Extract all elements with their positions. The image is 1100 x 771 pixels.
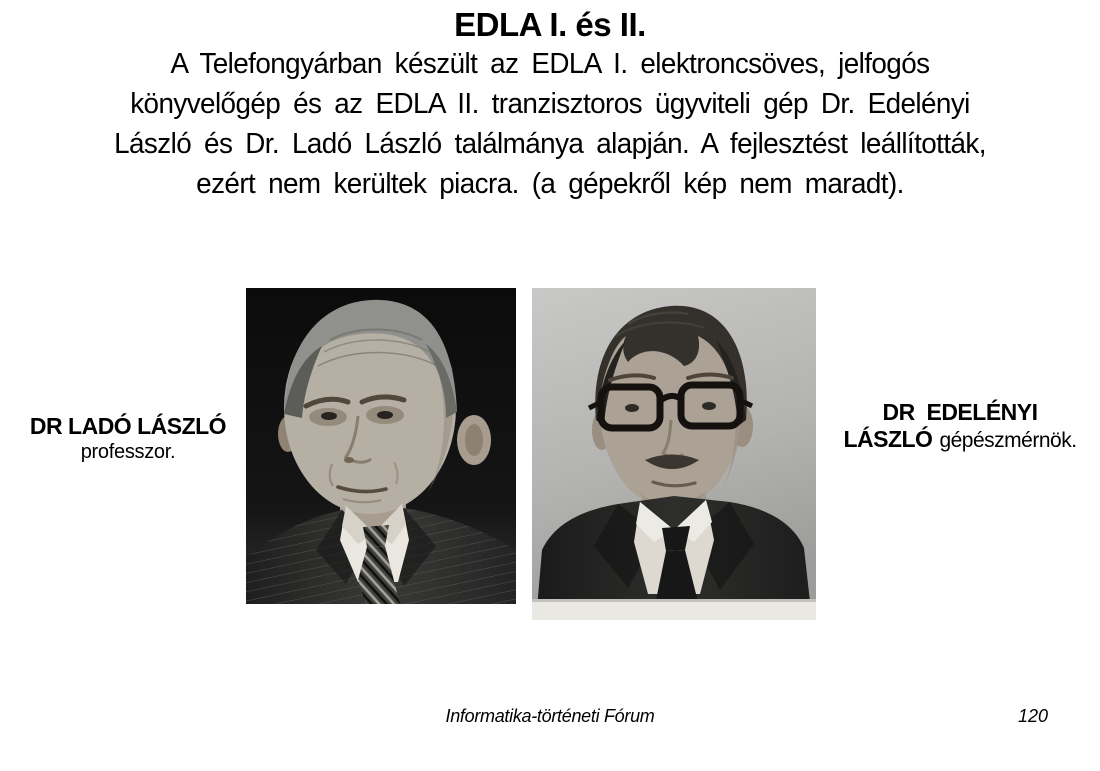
- caption-edelenyi-name-line1: DR EDELÉNYI: [882, 399, 1038, 425]
- portrait-photo-lado-laszlo: [246, 288, 516, 604]
- footer-page-number: 120: [1018, 706, 1049, 726]
- caption-edelenyi-role: gépészmérnök.: [939, 429, 1077, 452]
- caption-lado-role: professzor.: [80, 441, 176, 463]
- portrait-edelenyi-graphic: [532, 288, 816, 620]
- caption-lado-name: DR LADÓ LÁSZLÓ: [29, 413, 227, 439]
- caption-edelenyi-surname: LÁSZLÓ: [843, 426, 933, 452]
- body-line-3: László és Dr. Ladó László találmánya alapján. A fejlesztést leállították,: [114, 128, 986, 160]
- portrait-photo-edelenyi-laszlo: [532, 288, 816, 620]
- caption-edelenyi-name-line2: [824, 426, 1096, 454]
- slide-body: [22, 44, 1078, 204]
- body-line-4: ezért nem kerültek piacra. (a gépekről kép nem maradt).: [196, 168, 904, 200]
- footer-forum-title: Informatika-történeti Fórum: [445, 706, 655, 726]
- caption-lado: [8, 413, 248, 464]
- body-line-2: könyvelőgép és az EDLA II. tranzisztoros ügyviteli gép Dr. Edelényi: [130, 88, 970, 120]
- portrait-lado-graphic: [246, 288, 516, 604]
- body-line-1: A Telefongyárban készült az EDLA I. elektroncsöves, jelfogós: [170, 48, 930, 80]
- caption-edelenyi: [824, 399, 1096, 454]
- slide-title: EDLA I. és II.: [454, 6, 646, 43]
